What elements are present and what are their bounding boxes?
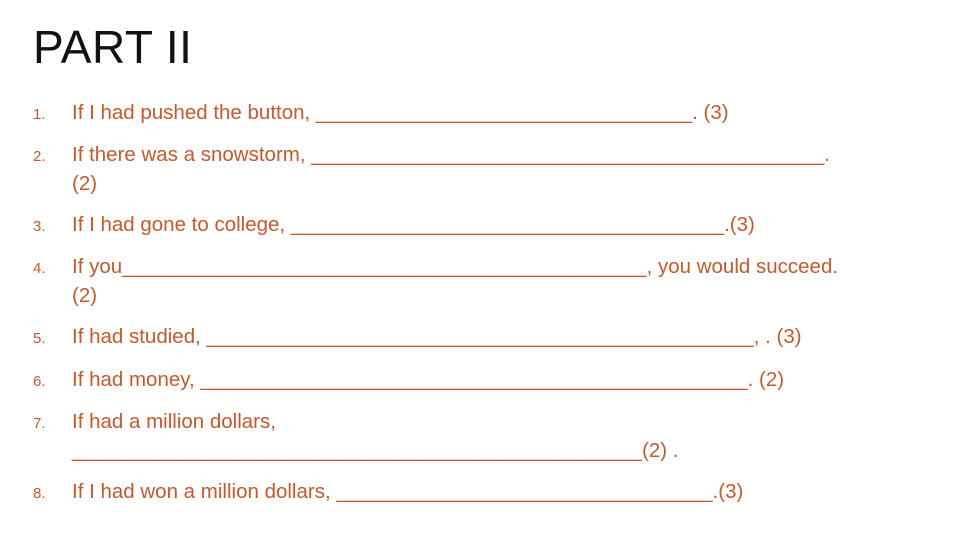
question-number: 4. — [33, 260, 46, 277]
question-text: If there was a snowstorm, _____________________________________________. — [72, 143, 830, 166]
question-number: 2. — [33, 148, 46, 165]
question-number: 7. — [33, 415, 46, 432]
question-number: 5. — [33, 330, 46, 347]
question-text: If had studied, ________________________________________________, . (3) — [72, 325, 802, 348]
question-text-continued: (2) — [72, 284, 98, 307]
question-text: If had a million dollars, — [72, 410, 276, 433]
question-text-continued: (2) — [72, 172, 98, 195]
question-text-continued: __________________________________________________(2) . — [72, 439, 679, 462]
question-number: 3. — [33, 218, 46, 235]
question-text: If I had gone to college, ______________________________________.(3) — [72, 213, 755, 236]
question-text: If had money, ________________________________________________. (2) — [72, 368, 785, 391]
question-number: 8. — [33, 485, 46, 502]
question-number: 1. — [33, 106, 46, 123]
question-text: If I had won a million dollars, _________________________________.(3) — [72, 480, 744, 503]
question-text: If I had pushed the button, _________________________________. (3) — [72, 101, 729, 124]
question-number: 6. — [33, 373, 46, 390]
question-text: If you______________________________________________, you would succeed. — [72, 255, 839, 278]
page-title: PART II — [33, 21, 193, 73]
